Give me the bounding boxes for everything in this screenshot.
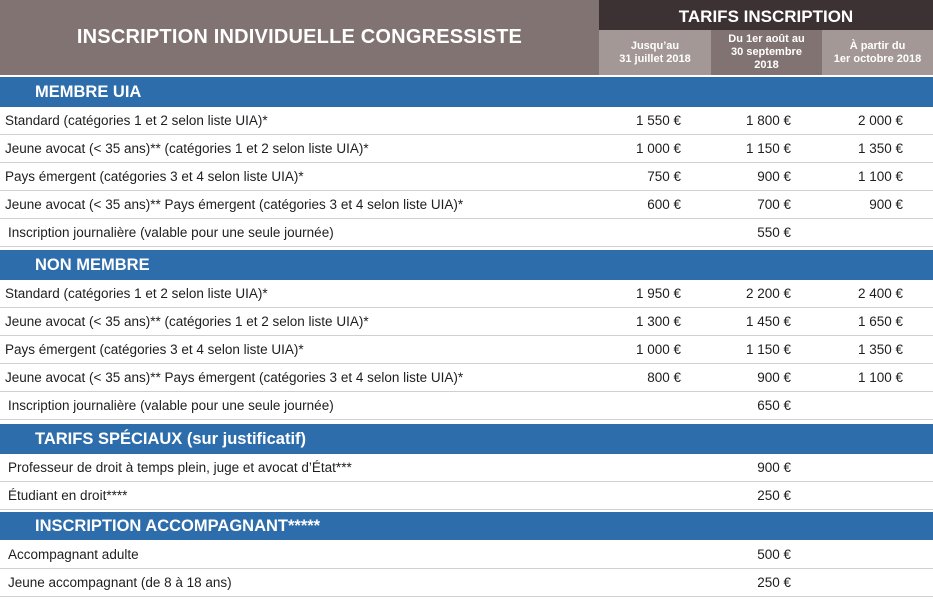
row-label: Jeune accompagnant (de 8 à 18 ans): [8, 575, 232, 590]
row-label: Accompagnant adulte: [8, 547, 139, 562]
price-period-2: 650 €: [757, 398, 791, 413]
row-label: Jeune avocat (< 35 ans)** (catégories 1 et 2 selon liste UIA)*: [5, 141, 369, 156]
section-title: NON MEMBRE: [35, 255, 150, 274]
period-1-line1: Jusqu’au: [630, 39, 680, 52]
price-period-1: 750 €: [647, 169, 681, 184]
table-row: [0, 280, 933, 308]
section-title: MEMBRE UIA: [35, 82, 142, 101]
price-period-3: 900 €: [869, 197, 903, 212]
section-header-accompagnant: [0, 512, 933, 540]
section-header-tarifs-speciaux: [0, 424, 933, 454]
price-period-2: 250 €: [757, 575, 791, 590]
price-period-2: 900 €: [757, 460, 791, 475]
section-title: INSCRIPTION ACCOMPAGNANT*****: [35, 516, 321, 535]
period-1-line2: 31 juillet 2018: [619, 52, 691, 65]
row-label: Inscription journalière (valable pour une seule journée): [8, 398, 334, 413]
row-label: Pays émergent (catégories 3 et 4 selon liste UIA)*: [5, 342, 304, 357]
row-label: Inscription journalière (valable pour une seule journée): [8, 225, 334, 240]
price-period-1: 800 €: [647, 370, 681, 385]
row-label: Professeur de droit à temps plein, juge et avocat d’État***: [8, 460, 352, 475]
price-period-3: 1 100 €: [857, 169, 903, 184]
row-label: Étudiant en droit****: [8, 488, 128, 503]
table-row: [0, 454, 933, 482]
table-row: [0, 482, 933, 510]
section-title: TARIFS SPÉCIAUX (sur justificatif): [35, 429, 307, 448]
price-period-1: 1 950 €: [635, 286, 681, 301]
price-period-3: 2 000 €: [857, 113, 903, 128]
period-2-line1: Du 1er août au: [728, 33, 805, 45]
row-label: Standard (catégories 1 et 2 selon liste UIA)*: [5, 113, 268, 128]
table-row: [0, 135, 933, 163]
row-label: Jeune avocat (< 35 ans)** Pays émergent (catégories 3 et 4 selon liste UIA)*: [5, 197, 464, 212]
row-label: Jeune avocat (< 35 ans)** (catégories 1 et 2 selon liste UIA)*: [5, 314, 369, 329]
row-label: Pays émergent (catégories 3 et 4 selon liste UIA)*: [5, 169, 304, 184]
price-period-2: 500 €: [757, 547, 791, 562]
price-period-1: 1 550 €: [635, 113, 681, 128]
price-period-2: 1 800 €: [745, 113, 791, 128]
price-period-3: 1 100 €: [857, 370, 903, 385]
table-row: [0, 392, 933, 420]
period-2-line3: 2018: [754, 59, 779, 71]
table-row: [0, 107, 933, 135]
price-period-2: 1 150 €: [745, 342, 791, 357]
period-3-line2: 1er octobre 2018: [833, 52, 922, 65]
table-row: [0, 336, 933, 364]
price-period-2: 550 €: [757, 225, 791, 240]
price-period-2: 900 €: [757, 370, 791, 385]
section-header-membre-uia: [0, 77, 933, 107]
table-title: INSCRIPTION INDIVIDUELLE CONGRESSISTE: [76, 26, 523, 48]
price-period-2: 700 €: [757, 197, 791, 212]
price-period-2: 2 200 €: [745, 286, 791, 301]
price-period-2: 900 €: [757, 169, 791, 184]
period-header-1: [599, 30, 711, 75]
price-period-1: 600 €: [647, 197, 681, 212]
table-row: [0, 364, 933, 392]
price-period-3: 1 350 €: [857, 342, 903, 357]
table-row: [0, 569, 933, 597]
price-period-1: 1 300 €: [635, 314, 681, 329]
price-period-2: 1 150 €: [745, 141, 791, 156]
table-row: [0, 308, 933, 336]
row-label: Jeune avocat (< 35 ans)** Pays émergent (catégories 3 et 4 selon liste UIA)*: [5, 370, 464, 385]
period-3-line1: À partir du: [849, 39, 906, 52]
table-row: [0, 163, 933, 191]
table-title-cell: [0, 0, 599, 75]
price-period-2: 250 €: [757, 488, 791, 503]
table-row: [0, 219, 933, 247]
price-period-1: 1 000 €: [635, 342, 681, 357]
price-period-1: 1 000 €: [635, 141, 681, 156]
period-2-line2: 30 septembre: [731, 46, 802, 58]
period-header-3: [822, 30, 933, 75]
table-row: [0, 191, 933, 219]
price-period-2: 1 450 €: [745, 314, 791, 329]
price-period-3: 1 650 €: [857, 314, 903, 329]
section-header-non-membre: [0, 250, 933, 280]
price-period-3: 2 400 €: [857, 286, 903, 301]
table-row: [0, 541, 933, 569]
period-header-2: [711, 30, 822, 75]
row-label: Standard (catégories 1 et 2 selon liste UIA)*: [5, 286, 268, 301]
tarifs-header: TARIFS INSCRIPTION: [599, 0, 933, 30]
price-period-3: 1 350 €: [857, 141, 903, 156]
